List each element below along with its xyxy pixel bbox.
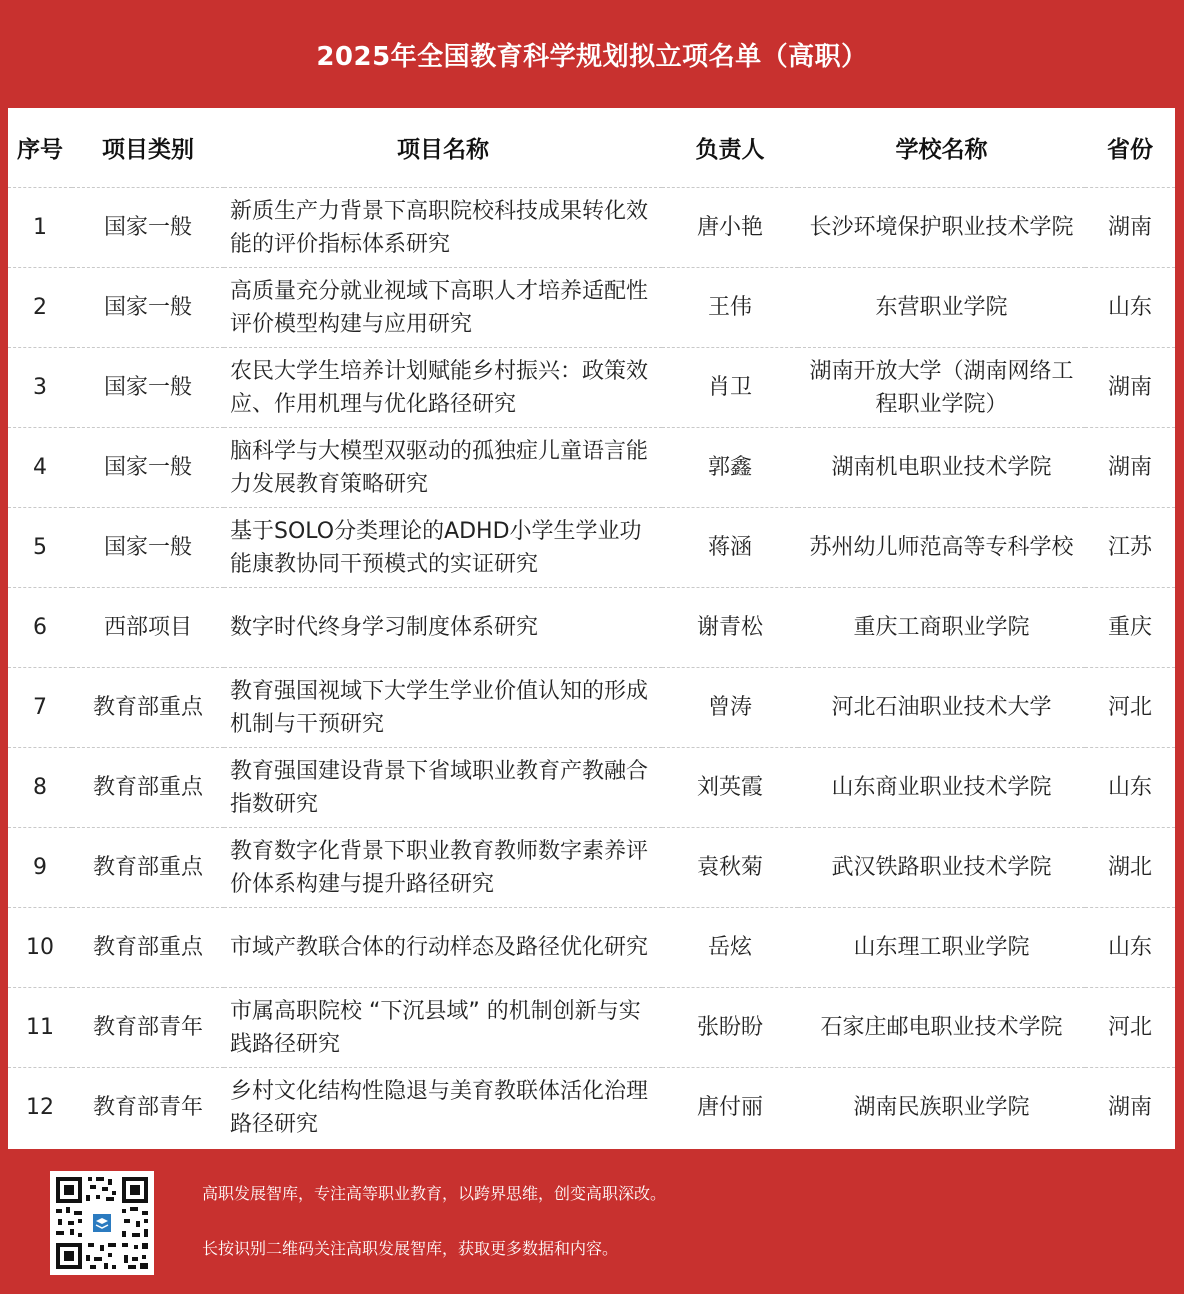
row-category: 国家一般	[72, 188, 224, 268]
table-row	[8, 268, 1175, 348]
row-category: 教育部青年	[72, 988, 224, 1068]
row-school: 武汉铁路职业技术学院	[798, 828, 1085, 908]
row-school: 湖南机电职业技术学院	[798, 428, 1085, 508]
row-school: 东营职业学院	[798, 268, 1085, 348]
row-no: 5	[8, 508, 72, 588]
row-project-name: 脑科学与大模型双驱动的孤独症儿童语言能力发展教育策略研究	[224, 428, 662, 508]
row-project-name: 农民大学生培养计划赋能乡村振兴：政策效应、作用机理与优化路径研究	[224, 348, 662, 428]
header-no: 序号	[8, 108, 72, 188]
row-project-name: 新质生产力背景下高职院校科技成果转化效能的评价指标体系研究	[224, 188, 662, 268]
table-row	[8, 828, 1175, 908]
table-row	[8, 748, 1175, 828]
row-leader: 蒋涵	[662, 508, 798, 588]
footer-slogan: 高职发展智库，专注高等职业教育，以跨界思维，创变高职深改。	[202, 1184, 667, 1203]
row-category: 国家一般	[72, 428, 224, 508]
row-school: 河北石油职业技术大学	[798, 668, 1085, 748]
table-row	[8, 188, 1175, 268]
project-table-panel	[8, 108, 1175, 1149]
project-table	[8, 108, 1175, 1147]
page-title: 2025年全国教育科学规划拟立项名单（高职）	[316, 41, 868, 72]
row-province: 山东	[1085, 268, 1175, 348]
row-category: 教育部重点	[72, 828, 224, 908]
row-school: 石家庄邮电职业技术学院	[798, 988, 1085, 1068]
row-leader: 唐小艳	[662, 188, 798, 268]
table-row	[8, 588, 1175, 668]
row-project-name: 乡村文化结构性隐退与美育教联体活化治理路径研究	[230, 1078, 649, 1137]
row-category: 教育部青年	[92, 1095, 203, 1120]
row-category: 教育部重点	[72, 668, 224, 748]
row-category: 教育部重点	[72, 908, 224, 988]
row-province: 湖北	[1085, 828, 1175, 908]
row-project-name: 市属高职院校 “下沉县域” 的机制创新与实践路径研究	[224, 988, 662, 1068]
header-school: 学校名称	[798, 108, 1085, 188]
table-row	[8, 348, 1175, 428]
row-category: 国家一般	[72, 348, 224, 428]
row-leader: 谢青松	[662, 588, 798, 668]
row-school: 湖南民族职业学院	[853, 1095, 1030, 1120]
row-project-name: 市域产教联合体的行动样态及路径优化研究	[224, 908, 662, 988]
table-row	[8, 508, 1175, 588]
row-no: 2	[8, 268, 72, 348]
row-school: 重庆工商职业学院	[798, 588, 1085, 668]
row-province: 重庆	[1085, 588, 1175, 668]
row-leader: 曾涛	[662, 668, 798, 748]
table-row	[8, 668, 1175, 748]
row-leader: 岳炫	[662, 908, 798, 988]
row-school: 山东理工职业学院	[798, 908, 1085, 988]
row-leader: 张盼盼	[662, 988, 798, 1068]
footer-qr-hint: 长按识别二维码关注高职发展智库，获取更多数据和内容。	[202, 1239, 619, 1258]
row-province: 山东	[1085, 908, 1175, 988]
row-category: 西部项目	[72, 588, 224, 668]
row-project-name: 教育强国视域下大学生学业价值认知的形成机制与干预研究	[224, 668, 662, 748]
table-row	[8, 428, 1175, 508]
row-project-name: 高质量充分就业视域下高职人才培养适配性评价模型构建与应用研究	[224, 268, 662, 348]
header-name: 项目名称	[224, 108, 662, 188]
row-project-name: 教育强国建设背景下省域职业教育产教融合指数研究	[224, 748, 662, 828]
row-no: 7	[8, 668, 72, 748]
row-no: 10	[8, 908, 72, 988]
row-no: 9	[8, 828, 72, 908]
row-no: 8	[8, 748, 72, 828]
row-school: 长沙环境保护职业技术学院	[798, 188, 1085, 268]
row-project-name: 教育数字化背景下职业教育教师数字素养评价体系构建与提升路径研究	[224, 828, 662, 908]
row-province: 江苏	[1085, 508, 1175, 588]
row-leader: 刘英霞	[662, 748, 798, 828]
row-school: 苏州幼儿师范高等专科学校	[798, 508, 1085, 588]
row-leader: 郭鑫	[662, 428, 798, 508]
row-leader: 肖卫	[662, 348, 798, 428]
row-no: 1	[8, 188, 72, 268]
header-province: 省份	[1085, 108, 1175, 188]
row-project-name: 基于SOLO分类理论的ADHD小学生学业功能康教协同干预模式的实证研究	[224, 508, 662, 588]
row-no: 3	[8, 348, 72, 428]
row-leader: 唐付丽	[696, 1095, 763, 1120]
row-category: 国家一般	[72, 268, 224, 348]
row-project-name: 数字时代终身学习制度体系研究	[224, 588, 662, 668]
row-no: 11	[8, 988, 72, 1068]
row-category: 国家一般	[72, 508, 224, 588]
header-leader: 负责人	[662, 108, 798, 188]
table-header-row	[8, 108, 1175, 188]
row-province: 湖南	[1085, 188, 1175, 268]
row-province: 湖南	[1085, 348, 1175, 428]
row-no: 12	[26, 1095, 54, 1120]
row-leader: 袁秋菊	[662, 828, 798, 908]
row-province: 湖南	[1107, 1095, 1152, 1120]
row-province: 山东	[1085, 748, 1175, 828]
header-category: 项目类别	[72, 108, 224, 188]
table-row	[8, 908, 1175, 988]
row-leader: 王伟	[662, 268, 798, 348]
row-category: 教育部重点	[72, 748, 224, 828]
row-school: 湖南开放大学（湖南网络工程职业学院）	[798, 348, 1085, 428]
footer	[0, 1149, 1184, 1294]
table-row	[8, 1068, 1175, 1148]
row-province: 河北	[1085, 668, 1175, 748]
qr-code-icon[interactable]	[50, 1171, 154, 1275]
row-province: 河北	[1085, 988, 1175, 1068]
row-school: 山东商业职业技术学院	[798, 748, 1085, 828]
table-row	[8, 988, 1175, 1068]
row-no: 4	[8, 428, 72, 508]
row-province: 湖南	[1085, 428, 1175, 508]
row-no: 6	[8, 588, 72, 668]
